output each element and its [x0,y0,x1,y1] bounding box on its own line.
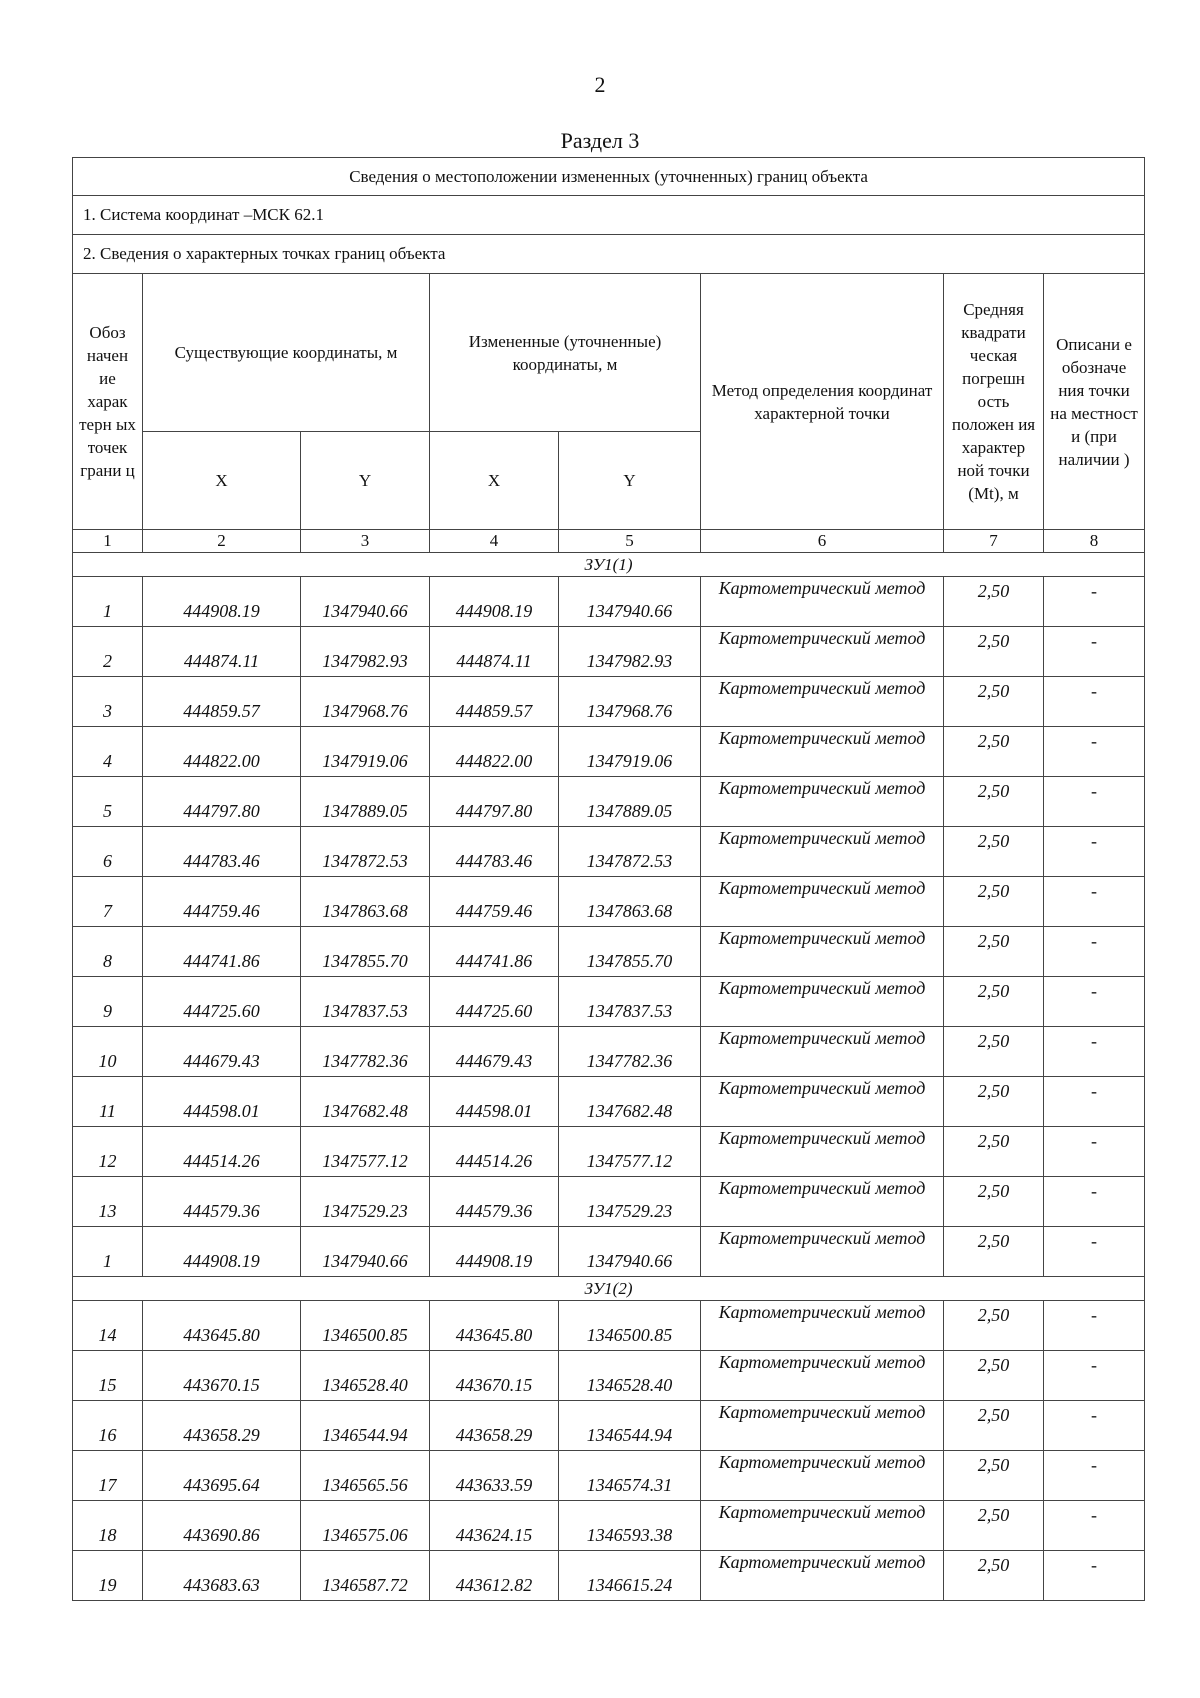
existing-x-cell: 443683.63 [143,1551,301,1601]
existing-y-cell: 1346528.40 [301,1351,430,1401]
method-cell: Картометрический метод [701,927,944,977]
changed-y-cell: 1347577.12 [559,1127,701,1177]
changed-x-cell: 443612.82 [430,1551,559,1601]
column-number: 7 [944,530,1044,553]
changed-x-cell: 443670.15 [430,1351,559,1401]
changed-x-cell: 444598.01 [430,1077,559,1127]
header-designation: Обоз начен ие харак терн ых точек грани ц [73,274,143,530]
description-cell: - [1044,877,1145,927]
existing-x-cell: 444598.01 [143,1077,301,1127]
changed-y-cell: 1347863.68 [559,877,701,927]
description-cell: - [1044,1401,1145,1451]
group-label: ЗУ1(2) [73,1277,1145,1301]
existing-x-cell: 443670.15 [143,1351,301,1401]
accuracy-cell: 2,50 [944,677,1044,727]
table-row [73,1301,1145,1351]
changed-x-cell: 444859.57 [430,677,559,727]
existing-x-cell: 444908.19 [143,1227,301,1277]
description-cell: - [1044,1077,1145,1127]
page-number: 2 [594,72,606,97]
description-cell: - [1044,927,1145,977]
column-numbers-row [73,530,1145,553]
existing-x-cell: 444859.57 [143,677,301,727]
existing-x-cell: 444579.36 [143,1177,301,1227]
header-existing-x: X [143,432,301,530]
existing-y-cell: 1347863.68 [301,877,430,927]
accuracy-cell: 2,50 [944,1177,1044,1227]
point-number-cell: 10 [73,1027,143,1077]
changed-x-cell: 443624.15 [430,1501,559,1551]
table-row [73,827,1145,877]
table-row [73,1401,1145,1451]
accuracy-cell: 2,50 [944,577,1044,627]
table-row [73,1351,1145,1401]
point-number-cell: 7 [73,877,143,927]
accuracy-cell: 2,50 [944,1501,1044,1551]
existing-y-cell: 1347889.05 [301,777,430,827]
method-cell: Картометрический метод [701,627,944,677]
existing-x-cell: 443690.86 [143,1501,301,1551]
accuracy-cell: 2,50 [944,1027,1044,1077]
table-row [73,1501,1145,1551]
group-row [73,553,1145,577]
section-title: Раздел 3 [560,128,640,153]
changed-x-cell: 444725.60 [430,977,559,1027]
table-row [73,777,1145,827]
changed-y-cell: 1346593.38 [559,1501,701,1551]
method-cell: Картометрический метод [701,1551,944,1601]
method-cell: Картометрический метод [701,1501,944,1551]
changed-x-cell: 443658.29 [430,1401,559,1451]
accuracy-cell: 2,50 [944,1227,1044,1277]
point-number-cell: 12 [73,1127,143,1177]
table-row [73,1451,1145,1501]
existing-x-cell: 443695.64 [143,1451,301,1501]
method-cell: Картометрический метод [701,577,944,627]
column-number: 2 [143,530,301,553]
point-number-cell: 14 [73,1301,143,1351]
column-number: 5 [559,530,701,553]
header-changed-coords: Измененные (уточненные) координаты, м [430,274,701,432]
changed-y-cell: 1347837.53 [559,977,701,1027]
changed-x-cell: 444908.19 [430,577,559,627]
description-cell: - [1044,977,1145,1027]
accuracy-cell: 2,50 [944,827,1044,877]
method-cell: Картометрический метод [701,877,944,927]
method-cell: Картометрический метод [701,1077,944,1127]
changed-y-cell: 1347982.93 [559,627,701,677]
point-number-cell: 8 [73,927,143,977]
changed-y-cell: 1347940.66 [559,1227,701,1277]
existing-y-cell: 1347982.93 [301,627,430,677]
table-row [73,1127,1145,1177]
changed-x-cell: 444797.80 [430,777,559,827]
description-cell: - [1044,827,1145,877]
accuracy-cell: 2,50 [944,1551,1044,1601]
existing-y-cell: 1347968.76 [301,677,430,727]
method-cell: Картометрический метод [701,977,944,1027]
column-number: 3 [301,530,430,553]
accuracy-cell: 2,50 [944,777,1044,827]
existing-y-cell: 1347837.53 [301,977,430,1027]
existing-y-cell: 1347940.66 [301,1227,430,1277]
description-cell: - [1044,1227,1145,1277]
header-changed-y: Y [559,432,701,530]
method-cell: Картометрический метод [701,1177,944,1227]
table-row [73,1177,1145,1227]
accuracy-cell: 2,50 [944,1301,1044,1351]
table-row [73,627,1145,677]
point-number-cell: 15 [73,1351,143,1401]
existing-y-cell: 1347872.53 [301,827,430,877]
coord-system-row: 1. Система координат –МСК 62.1 [73,196,1145,235]
method-cell: Картометрический метод [701,1451,944,1501]
changed-y-cell: 1347782.36 [559,1027,701,1077]
point-number-cell: 18 [73,1501,143,1551]
description-cell: - [1044,1351,1145,1401]
existing-x-cell: 444797.80 [143,777,301,827]
point-number-cell: 6 [73,827,143,877]
changed-x-cell: 444579.36 [430,1177,559,1227]
changed-x-cell: 443645.80 [430,1301,559,1351]
changed-y-cell: 1346528.40 [559,1351,701,1401]
point-number-cell: 19 [73,1551,143,1601]
existing-x-cell: 444759.46 [143,877,301,927]
table-title: Сведения о местоположении измененных (уточненных) границ объекта [73,158,1145,196]
description-cell: - [1044,1027,1145,1077]
existing-x-cell: 443645.80 [143,1301,301,1351]
existing-x-cell: 444908.19 [143,577,301,627]
description-cell: - [1044,677,1145,727]
method-cell: Картометрический метод [701,777,944,827]
group-label: ЗУ1(1) [73,553,1145,577]
method-cell: Картометрический метод [701,1351,944,1401]
method-cell: Картометрический метод [701,1301,944,1351]
accuracy-cell: 2,50 [944,1127,1044,1177]
existing-y-cell: 1346565.56 [301,1451,430,1501]
changed-x-cell: 444908.19 [430,1227,559,1277]
description-cell: - [1044,1451,1145,1501]
point-number-cell: 5 [73,777,143,827]
point-number-cell: 1 [73,577,143,627]
accuracy-cell: 2,50 [944,977,1044,1027]
existing-x-cell: 444725.60 [143,977,301,1027]
existing-y-cell: 1347919.06 [301,727,430,777]
table-row [73,877,1145,927]
point-number-cell: 11 [73,1077,143,1127]
existing-y-cell: 1346544.94 [301,1401,430,1451]
existing-y-cell: 1346575.06 [301,1501,430,1551]
method-cell: Картометрический метод [701,1027,944,1077]
changed-x-cell: 443633.59 [430,1451,559,1501]
changed-x-cell: 444874.11 [430,627,559,677]
accuracy-cell: 2,50 [944,1077,1044,1127]
method-cell: Картометрический метод [701,677,944,727]
existing-x-cell: 444822.00 [143,727,301,777]
accuracy-cell: 2,50 [944,727,1044,777]
changed-x-cell: 444679.43 [430,1027,559,1077]
method-cell: Картометрический метод [701,1127,944,1177]
table-row [73,977,1145,1027]
changed-x-cell: 444822.00 [430,727,559,777]
method-cell: Картометрический метод [701,727,944,777]
changed-y-cell: 1347919.06 [559,727,701,777]
existing-x-cell: 444874.11 [143,627,301,677]
changed-y-cell: 1347855.70 [559,927,701,977]
changed-y-cell: 1347682.48 [559,1077,701,1127]
header-method: Метод определения координат характерной точки [701,274,944,530]
point-number-cell: 9 [73,977,143,1027]
description-cell: - [1044,577,1145,627]
changed-x-cell: 444783.46 [430,827,559,877]
column-number: 6 [701,530,944,553]
accuracy-cell: 2,50 [944,927,1044,977]
changed-y-cell: 1346615.24 [559,1551,701,1601]
accuracy-cell: 2,50 [944,877,1044,927]
accuracy-cell: 2,50 [944,1401,1044,1451]
existing-x-cell: 444679.43 [143,1027,301,1077]
point-number-cell: 16 [73,1401,143,1451]
accuracy-cell: 2,50 [944,1451,1044,1501]
method-cell: Картометрический метод [701,1227,944,1277]
point-number-cell: 1 [73,1227,143,1277]
method-cell: Картометрический метод [701,1401,944,1451]
table-row [73,1027,1145,1077]
column-number: 1 [73,530,143,553]
changed-y-cell: 1347968.76 [559,677,701,727]
description-cell: - [1044,727,1145,777]
changed-y-cell: 1347872.53 [559,827,701,877]
header-accuracy: Средняя квадрати ческая погрешн ость положен ия характер ной точки (Mt), м [944,274,1044,530]
header-existing-y: Y [301,432,430,530]
table-row [73,1077,1145,1127]
boundary-points-table [72,157,1145,1601]
table-row [73,577,1145,627]
description-cell: - [1044,1177,1145,1227]
existing-y-cell: 1347782.36 [301,1027,430,1077]
changed-y-cell: 1346500.85 [559,1301,701,1351]
column-number: 4 [430,530,559,553]
existing-x-cell: 444783.46 [143,827,301,877]
existing-y-cell: 1346587.72 [301,1551,430,1601]
description-cell: - [1044,1127,1145,1177]
description-cell: - [1044,1551,1145,1601]
header-existing-coords: Существующие координаты, м [143,274,430,432]
point-number-cell: 4 [73,727,143,777]
point-number-cell: 2 [73,627,143,677]
point-number-cell: 17 [73,1451,143,1501]
existing-x-cell: 443658.29 [143,1401,301,1451]
column-number: 8 [1044,530,1145,553]
changed-x-cell: 444759.46 [430,877,559,927]
existing-y-cell: 1346500.85 [301,1301,430,1351]
group-row [73,1277,1145,1301]
changed-y-cell: 1346574.31 [559,1451,701,1501]
points-heading-row: 2. Сведения о характерных точках границ объекта [73,235,1145,274]
accuracy-cell: 2,50 [944,627,1044,677]
point-number-cell: 13 [73,1177,143,1227]
header-description: Описани е обозначе ния точки на местност и (при наличии ) [1044,274,1145,530]
existing-x-cell: 444514.26 [143,1127,301,1177]
description-cell: - [1044,777,1145,827]
header-changed-x: X [430,432,559,530]
table-row [73,727,1145,777]
table-row [73,1551,1145,1601]
table-row [73,677,1145,727]
changed-x-cell: 444514.26 [430,1127,559,1177]
point-number-cell: 3 [73,677,143,727]
existing-y-cell: 1347682.48 [301,1077,430,1127]
changed-y-cell: 1347940.66 [559,577,701,627]
accuracy-cell: 2,50 [944,1351,1044,1401]
table-row [73,1227,1145,1277]
method-cell: Картометрический метод [701,827,944,877]
existing-y-cell: 1347529.23 [301,1177,430,1227]
table-row [73,927,1145,977]
changed-y-cell: 1347529.23 [559,1177,701,1227]
description-cell: - [1044,1501,1145,1551]
existing-y-cell: 1347855.70 [301,927,430,977]
existing-x-cell: 444741.86 [143,927,301,977]
existing-y-cell: 1347940.66 [301,577,430,627]
existing-y-cell: 1347577.12 [301,1127,430,1177]
description-cell: - [1044,1301,1145,1351]
changed-y-cell: 1346544.94 [559,1401,701,1451]
changed-y-cell: 1347889.05 [559,777,701,827]
changed-x-cell: 444741.86 [430,927,559,977]
description-cell: - [1044,627,1145,677]
